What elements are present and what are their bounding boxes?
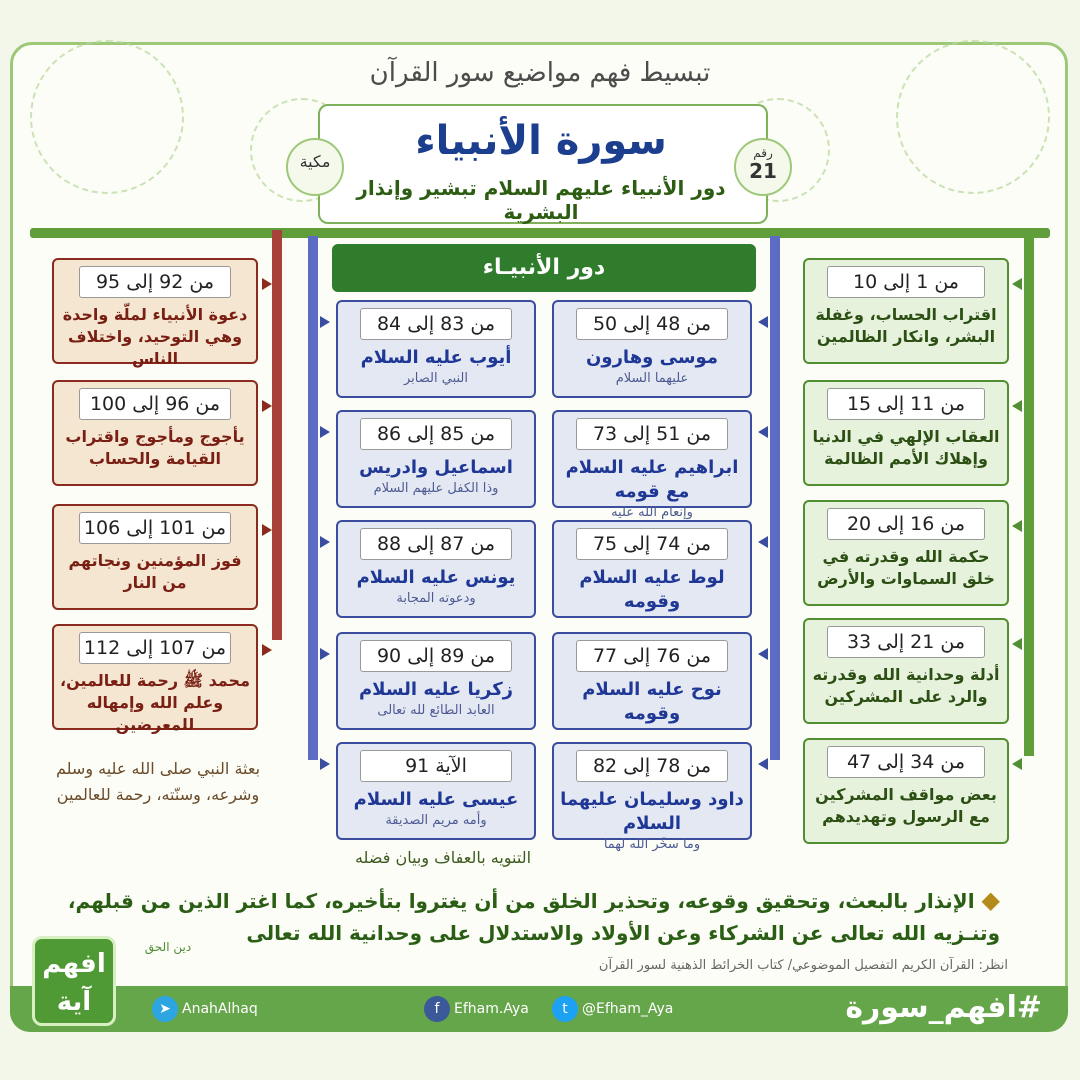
topic-text: لوط عليه السلام وقومه	[579, 567, 725, 612]
verse-range: من 76 إلى 77	[576, 640, 728, 672]
verse-range: الآية 91	[360, 750, 512, 782]
connector-arrow-icon	[758, 536, 768, 548]
source-note: انظر: القرآن الكريم التفصيل الموضوعي/ كتاب الخرائط الذهنية لسور القرآن	[598, 958, 1008, 973]
topic-box	[552, 410, 752, 520]
topic-text: حكمة الله وقدرته في خلق السماوات والأرض	[817, 547, 995, 588]
topic-text: أيوب عليه السلام	[360, 347, 512, 368]
topic-text: موسى وهارون	[586, 347, 718, 368]
summary-body: الإنذار بالبعث، وتحقيق وقوعه، وتحذير الخلق من أن يغتروا بتأخيره، كما اغتر الذين من قبلهم، وتنـزيه الله تعالى عن الشركاء وعن الأولاد والاستدلال على وحدانية الله تعالى	[67, 889, 1000, 945]
brand-logo: دين الحق	[144, 940, 192, 954]
telegram-icon: ➤	[152, 996, 178, 1022]
topic-text: دعوة الأنبياء لملّة واحدة وهي التوحيد، واختلاف الناس	[62, 305, 248, 368]
topic-box	[52, 504, 258, 610]
topic-text: عيسى عليه السلام	[353, 789, 519, 810]
connector-arrow-icon	[320, 648, 330, 660]
verse-range: من 11 إلى 15	[827, 388, 985, 420]
topic-box	[552, 632, 752, 730]
diamond-bullet-icon: ◆	[981, 886, 1000, 914]
verse-range: من 87 إلى 88	[360, 528, 512, 560]
topic-box	[803, 500, 1009, 606]
efham-aya-logo: افهم آية	[32, 936, 116, 1026]
topic-box	[336, 632, 536, 730]
topic-box	[552, 300, 752, 398]
verse-range: من 16 إلى 20	[827, 508, 985, 540]
topic-text: داود وسليمان عليهما السلام	[560, 789, 744, 834]
topic-text: فوز المؤمنين ونجاتهم من النار	[68, 551, 242, 592]
page-subtitle: تبسيط فهم مواضيع سور القرآن	[369, 58, 711, 88]
topic-subtext: عليهما السلام	[615, 371, 689, 386]
topic-subtext: وأمه مريم الصديقة	[385, 813, 487, 828]
verse-range: من 1 إلى 10	[827, 266, 985, 298]
connector-arrow-icon	[262, 524, 272, 536]
twitter-link[interactable]: t @Efham_Aya	[548, 996, 673, 1022]
facebook-link[interactable]: f Efham.Aya	[420, 996, 529, 1022]
hashtag[interactable]: #افهم_سورة	[845, 990, 1042, 1025]
topic-subtext: ودعوته المجابة	[396, 591, 476, 606]
topic-subtext: وما سخّر الله لهما	[603, 837, 701, 852]
topic-box	[336, 520, 536, 618]
topic-box	[552, 742, 752, 852]
topic-subtext: وإنعام الله عليه	[611, 505, 693, 520]
connector-arrow-icon	[262, 644, 272, 656]
verse-range: من 48 إلى 50	[576, 308, 728, 340]
right-note: بعثة النبي صلى الله عليه وسلم وشرعه، وسنّته، رحمة للعالمين	[55, 759, 261, 804]
verse-range: من 74 إلى 75	[576, 528, 728, 560]
topic-text: نوح عليه السلام وقومه	[582, 679, 722, 724]
connector-arrow-icon	[758, 758, 768, 770]
connector-arrow-icon	[320, 426, 330, 438]
connector-arrow-icon	[320, 316, 330, 328]
connector-arrow-icon	[262, 400, 272, 412]
center-note: التنويه بالعفاف وبيان فضله	[354, 848, 532, 867]
topic-box	[803, 380, 1009, 486]
verse-range: من 83 إلى 84	[360, 308, 512, 340]
topic-box	[336, 300, 536, 398]
connector-arrow-icon	[758, 426, 768, 438]
topic-box	[803, 738, 1009, 844]
connector-arrow-icon	[320, 536, 330, 548]
verse-range: من 101 إلى 106	[79, 512, 231, 544]
topic-text: اقتراب الحساب، وغفلة البشر، وانكار الظالمين	[815, 305, 997, 346]
surah-type-badge: مكية	[286, 138, 344, 196]
section-header: دور الأنبيـاء	[332, 244, 756, 292]
topic-text: اسماعيل وادريس	[359, 457, 513, 478]
topic-text: محمد ﷺ رحمة للعالمين، وعلم الله وإمهاله للمعرضين	[60, 671, 250, 734]
topic-box	[336, 742, 536, 840]
connector-arrow-icon	[1012, 520, 1022, 532]
connector-arrow-icon	[758, 316, 768, 328]
topic-box	[803, 618, 1009, 724]
verse-range: من 51 إلى 73	[576, 418, 728, 450]
telegram-link[interactable]: ➤ AnahAlhaq	[148, 996, 258, 1022]
connector-arrow-icon	[262, 278, 272, 290]
topic-box	[336, 410, 536, 508]
topic-text: يأجوج ومأجوج واقتراب القيامة والحساب	[65, 427, 245, 468]
page-title: سورة الأنبياء	[415, 118, 667, 164]
verse-range: من 92 إلى 95	[79, 266, 231, 298]
surah-number: 21	[749, 159, 777, 183]
topic-box	[52, 380, 258, 486]
topic-text: ابراهيم عليه السلام مع قومه	[565, 457, 739, 502]
verse-range: من 89 إلى 90	[360, 640, 512, 672]
connector-arrow-icon	[1012, 400, 1022, 412]
verse-range: من 107 إلى 112	[79, 632, 231, 664]
blue-rail-left	[308, 236, 318, 760]
green-rail	[1024, 230, 1034, 756]
topic-box	[552, 520, 752, 618]
verse-range: من 78 إلى 82	[576, 750, 728, 782]
topic-text: العقاب الإلهي في الدنيا وإهلاك الأمم الظالمة	[812, 427, 1000, 468]
topic-text: يونس عليه السلام	[356, 567, 516, 588]
topic-box	[52, 624, 258, 734]
verse-range: من 21 إلى 33	[827, 626, 985, 658]
blue-rail-right	[770, 236, 780, 760]
number-label: رقم	[753, 146, 773, 160]
red-rail	[272, 230, 282, 640]
facebook-icon: f	[424, 996, 450, 1022]
topic-subtext: النبي الصابر	[404, 371, 468, 386]
connector-arrow-icon	[1012, 638, 1022, 650]
verse-range: من 85 إلى 86	[360, 418, 512, 450]
topic-text: زكريا عليه السلام	[358, 679, 514, 700]
topic-subtext: العابد الطائع لله تعالى	[377, 703, 495, 718]
verse-range: من 96 إلى 100	[79, 388, 231, 420]
surah-number-badge	[734, 138, 792, 196]
topic-subtext: وذا الكفل عليهم السلام	[373, 481, 499, 496]
connector-arrow-icon	[758, 648, 768, 660]
top-connector	[30, 228, 1050, 238]
topic-box	[52, 258, 258, 368]
tagline: دور الأنبياء عليهم السلام تبشير وإنذار البشرية	[356, 176, 726, 224]
topic-box	[803, 258, 1009, 364]
topic-text: بعض مواقف المشركين مع الرسول وتهديدهم	[815, 785, 997, 826]
verse-range: من 34 إلى 47	[827, 746, 985, 778]
twitter-icon: t	[552, 996, 578, 1022]
connector-arrow-icon	[1012, 758, 1022, 770]
topic-text: أدلة وحدانية الله وقدرته والرد على المشركين	[812, 665, 1000, 706]
connector-arrow-icon	[1012, 278, 1022, 290]
connector-arrow-icon	[320, 758, 330, 770]
